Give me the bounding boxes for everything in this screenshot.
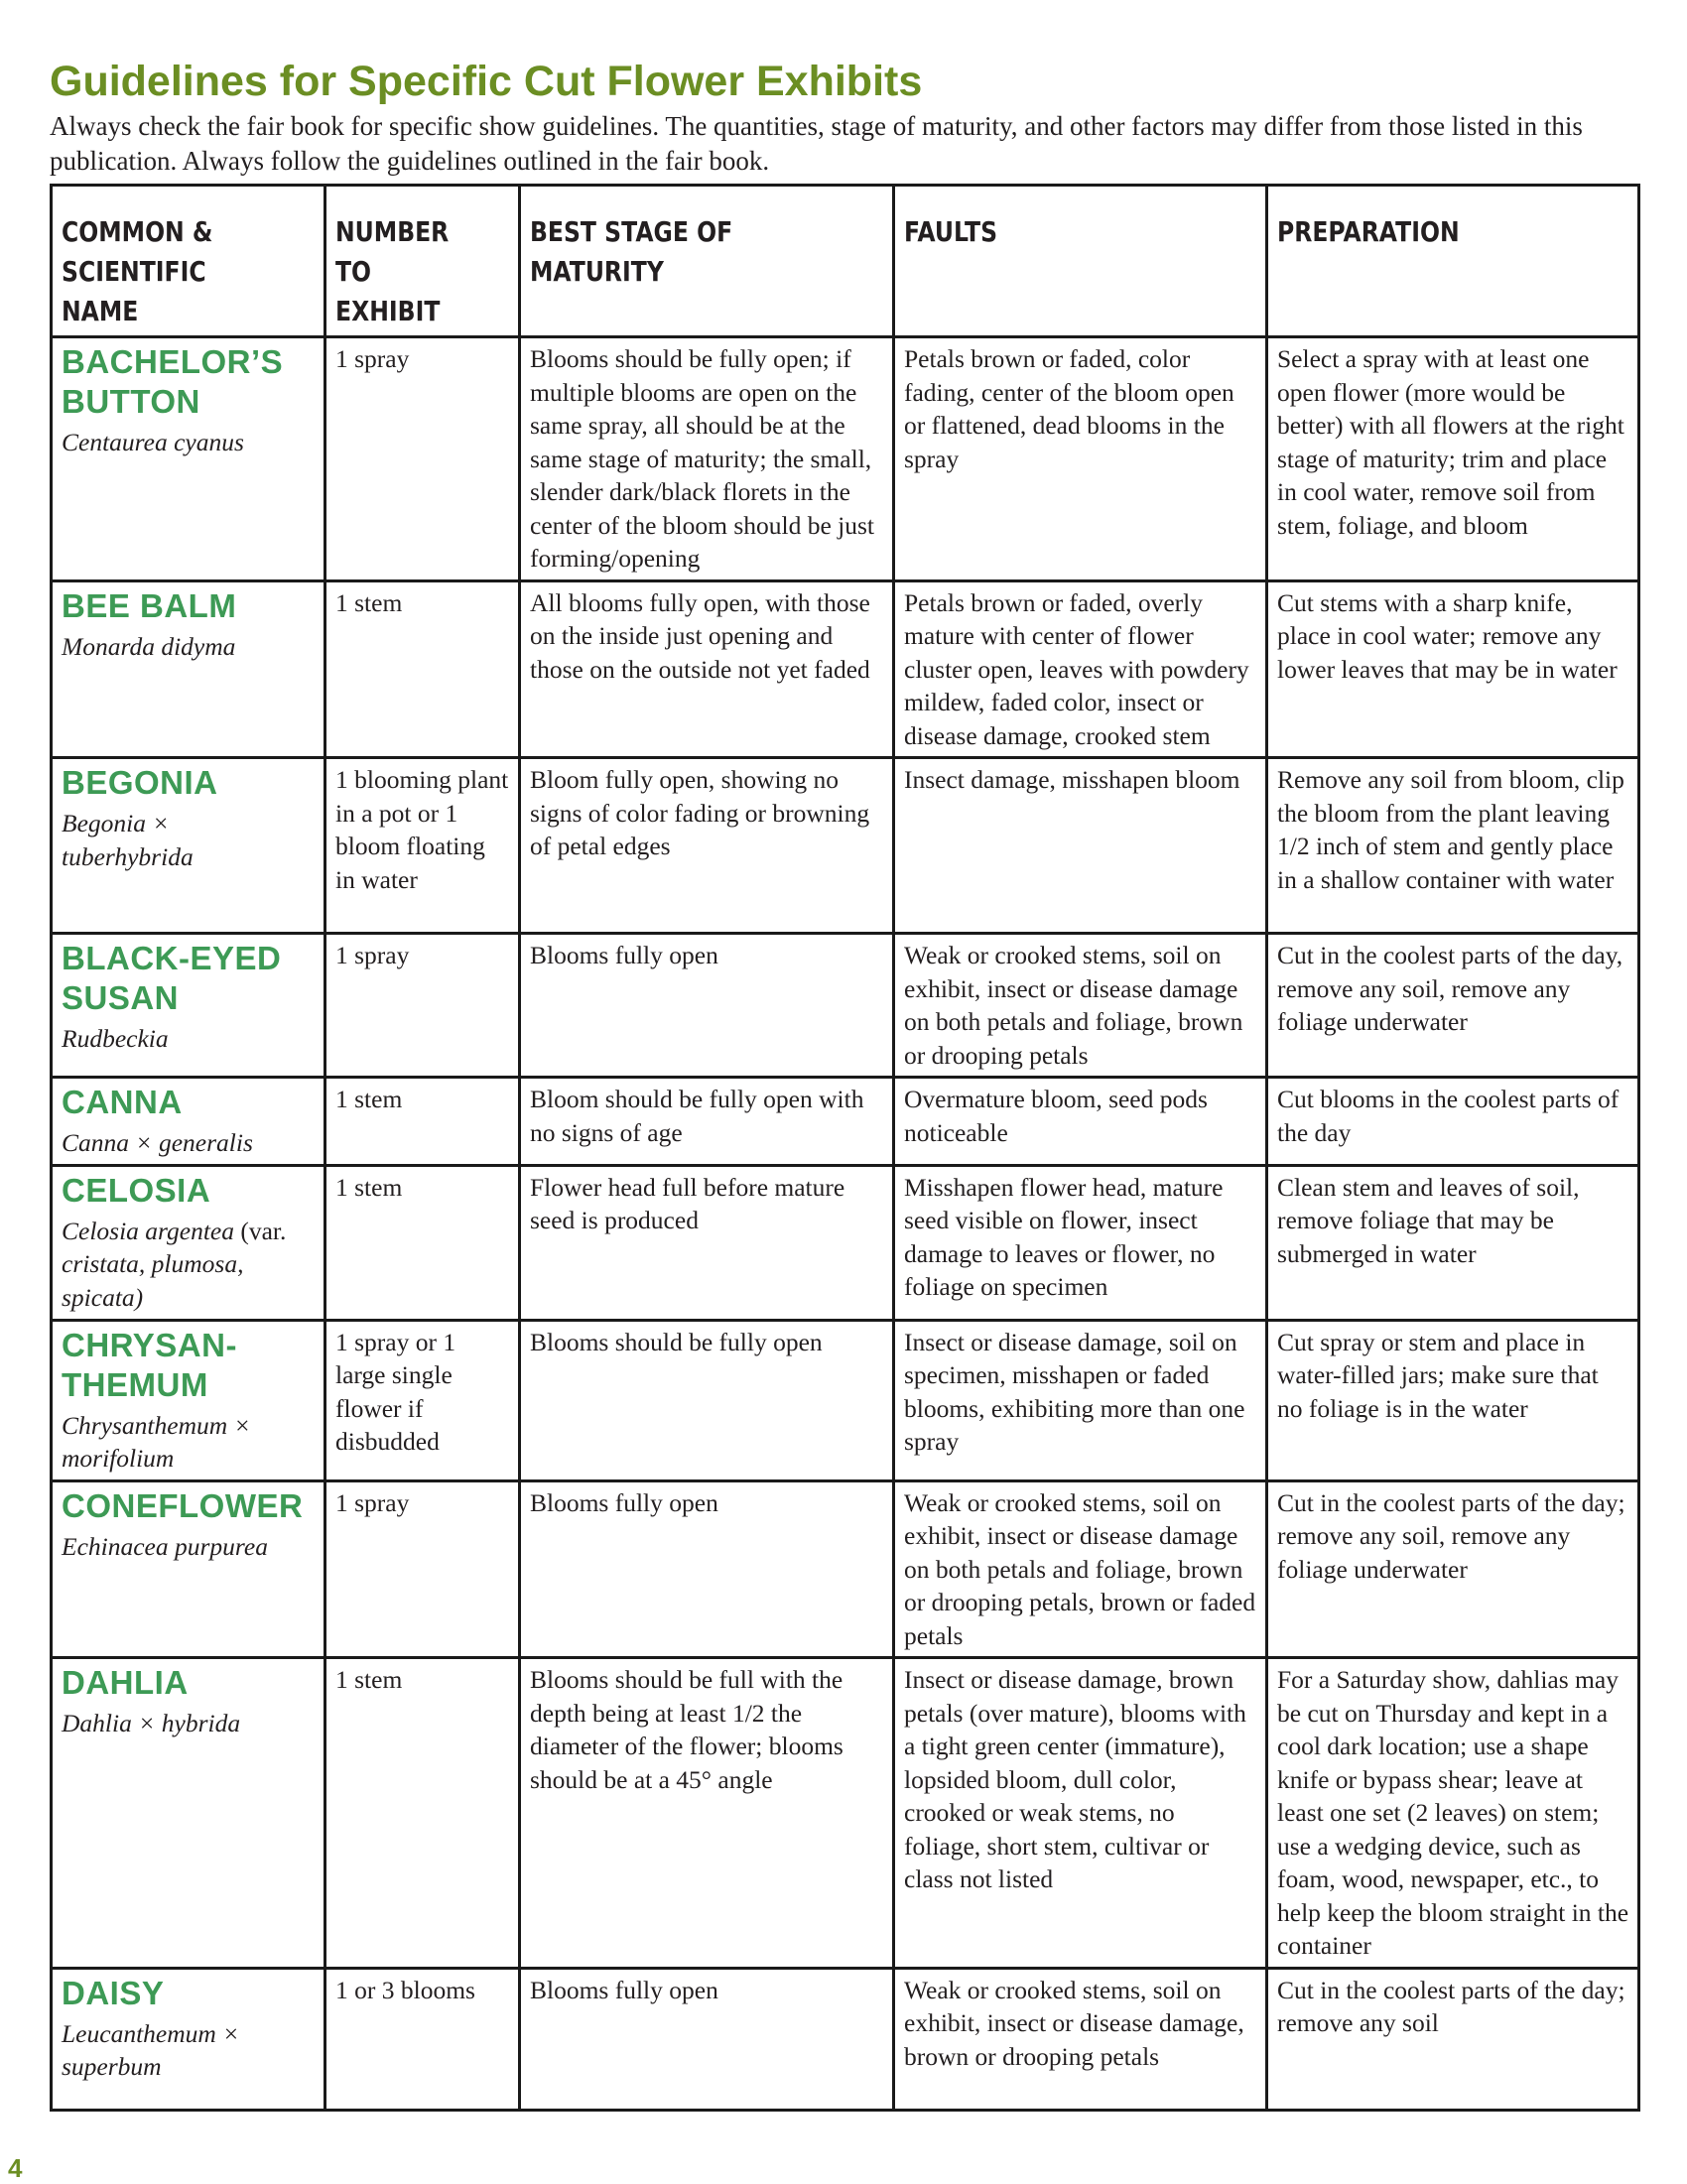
faults-cell: Petals brown or faded, overly mature with center of flower cluster open, leaves with powdery mildew, faded color, insect or disease damage, crooked stem [894, 580, 1267, 758]
scientific-name-main: Canna × generalis [62, 1128, 253, 1157]
scientific-name [62, 1126, 316, 1160]
stage-cell: Blooms should be fully open; if multiple blooms are open on the same spray, all should be at the same stage of maturity; the small, slender dark/black florets in the center of the bloom should be just forming/opening [520, 337, 894, 581]
preparation-cell: Cut blooms in the coolest parts of the day [1267, 1078, 1639, 1166]
stage-cell: Flower head full before mature seed is produced [520, 1165, 894, 1320]
table-row [52, 580, 1639, 758]
header-name [52, 186, 325, 337]
preparation-cell: For a Saturday show, dahlias may be cut on Thursday and kept in a cool dark location; use a shape knife or bypass shear; leave at least one set (2 leaves) on stem; use a wedging device, such as foam, wood, newspaper, etc., to help keep the bloom straight in the container [1267, 1658, 1639, 1969]
common-name: BEE BALM [62, 586, 237, 624]
faults-cell: Insect or disease damage, soil on specimen, misshapen or faded blooms, exhibiting more than one spray [894, 1320, 1267, 1480]
scientific-name-main: Begonia × tuberhybrida [62, 809, 194, 871]
guidelines-table [50, 184, 1640, 2112]
scientific-name-main: Echinacea purpurea [62, 1531, 268, 1561]
preparation-cell: Cut in the coolest parts of the day, remove any soil, remove any foliage underwater [1267, 934, 1639, 1078]
header-faults-label: FAULTS [904, 215, 998, 248]
number-cell: 1 spray [325, 1480, 520, 1658]
name-cell [52, 1658, 325, 1969]
scientific-name-varieties: cristata, plumosa, spicata) [62, 1249, 244, 1312]
faults-cell: Petals brown or faded, color fading, center of the bloom open or flattened, dead blooms in the spray [894, 337, 1267, 581]
scientific-name-main: Rudbeckia [62, 1024, 169, 1053]
common-name: CHRYSAN- THEMUM [62, 1326, 237, 1403]
table-row [52, 934, 1639, 1078]
faults-cell: Insect or disease damage, brown petals (over mature), blooms with a tight green center (immature), lopsided bloom, dull color, crooked or weak stems, no foliage, short stem, cultivar or class not listed [894, 1658, 1267, 1969]
name-cell [52, 1480, 325, 1658]
name-cell [52, 337, 325, 581]
page-title: Guidelines for Specific Cut Flower Exhibits [50, 58, 923, 105]
scientific-name [62, 1215, 316, 1315]
header-number-label: NUMBER TO EXHIBIT [335, 215, 450, 327]
scientific-name [62, 1707, 316, 1740]
name-cell [52, 1320, 325, 1480]
stage-cell: Blooms should be full with the depth being at least 1/2 the diameter of the flower; blooms should be at a 45° angle [520, 1658, 894, 1969]
faults-cell: Overmature bloom, seed pods noticeable [894, 1078, 1267, 1166]
stage-cell: Blooms fully open [520, 1968, 894, 2110]
header-faults [894, 186, 1267, 337]
number-cell: 1 stem [325, 1658, 520, 1969]
scientific-name [62, 630, 316, 664]
stage-cell: Blooms fully open [520, 934, 894, 1078]
stage-cell: All blooms fully open, with those on the inside just opening and those on the outside not yet faded [520, 580, 894, 758]
faults-cell: Misshapen flower head, mature seed visible on flower, insect damage to leaves or flower, no foliage on specimen [894, 1165, 1267, 1320]
table-row [52, 1320, 1639, 1480]
preparation-cell: Remove any soil from bloom, clip the bloom from the plant leaving 1/2 inch of stem and gently place in a shallow container with water [1267, 758, 1639, 934]
faults-cell: Insect damage, misshapen bloom [894, 758, 1267, 934]
common-name: BACHELOR’S BUTTON [62, 343, 284, 420]
number-cell: 1 spray [325, 337, 520, 581]
header-name-label: COMMON & SCIENTIFIC NAME [62, 215, 213, 327]
number-cell: 1 stem [325, 1165, 520, 1320]
preparation-cell: Cut spray or stem and place in water-filled jars; make sure that no foliage is in the water [1267, 1320, 1639, 1480]
name-cell [52, 1165, 325, 1320]
name-cell [52, 580, 325, 758]
name-cell [52, 1078, 325, 1166]
scientific-name-main: Centaurea cyanus [62, 428, 244, 456]
number-cell: 1 stem [325, 1078, 520, 1166]
common-name: DAHLIA [62, 1664, 189, 1701]
scientific-name [62, 426, 316, 459]
preparation-cell: Cut stems with a sharp knife, place in cool water; remove any lower leaves that may be in water [1267, 580, 1639, 758]
common-name: CONEFLOWER [62, 1486, 304, 1524]
scientific-name-main: Celosia argentea [62, 1216, 234, 1245]
table-row [52, 337, 1639, 581]
scientific-name [62, 1022, 316, 1056]
header-preparation [1267, 186, 1639, 337]
name-cell [52, 1968, 325, 2110]
table-row [52, 1658, 1639, 1969]
common-name: BLACK-EYED SUSAN [62, 940, 282, 1016]
faults-cell: Weak or crooked stems, soil on exhibit, insect or disease damage on both petals and foliage, brown or drooping petals, brown or faded petals [894, 1480, 1267, 1658]
name-cell [52, 934, 325, 1078]
header-row [52, 186, 1639, 337]
scientific-name-main: Leucanthemum × superbum [62, 2018, 240, 2081]
header-number [325, 186, 520, 337]
scientific-name-main: Monarda didyma [62, 631, 236, 661]
table-row [52, 1480, 1639, 1658]
header-stage [520, 186, 894, 337]
table-row [52, 1078, 1639, 1166]
scientific-name-var: (var. [234, 1216, 287, 1245]
stage-cell: Blooms should be fully open [520, 1320, 894, 1480]
common-name: CANNA [62, 1084, 183, 1120]
number-cell: 1 or 3 blooms [325, 1968, 520, 2110]
scientific-name [62, 1530, 316, 1564]
page-number: 4 [8, 2153, 23, 2183]
preparation-cell: Select a spray with at least one open flower (more would be better) with all flowers at the right stage of maturity; trim and place in cool water, remove soil from stem, foliage, and bloom [1267, 337, 1639, 581]
common-name: CELOSIA [62, 1171, 211, 1209]
scientific-name-main: Chrysanthemum × morifolium [62, 1410, 251, 1473]
header-stage-label: BEST STAGE OF MATURITY [530, 215, 733, 288]
stage-cell: Bloom should be fully open with no signs of age [520, 1078, 894, 1166]
table-row [52, 758, 1639, 934]
name-cell [52, 758, 325, 934]
common-name: DAISY [62, 1974, 165, 2011]
table-row [52, 1165, 1639, 1320]
faults-cell: Weak or crooked stems, soil on exhibit, insect or disease damage on both petals and foliage, brown or drooping petals [894, 934, 1267, 1078]
common-name: BEGONIA [62, 764, 218, 801]
scientific-name [62, 1409, 316, 1476]
preparation-cell: Cut in the coolest parts of the day; remove any soil [1267, 1968, 1639, 2110]
number-cell: 1 spray [325, 934, 520, 1078]
intro-paragraph: Always check the fair book for specific show guidelines. The quantities, stage of maturity, and other factors may differ from those listed in this publication. Always follow the guidelines outlined in the fair book. [50, 111, 1583, 176]
scientific-name [62, 807, 316, 873]
stage-cell: Blooms fully open [520, 1480, 894, 1658]
preparation-cell: Clean stem and leaves of soil, remove foliage that may be submerged in water [1267, 1165, 1639, 1320]
number-cell: 1 blooming plant in a pot or 1 bloom floating in water [325, 758, 520, 934]
header-preparation-label: PREPARATION [1277, 215, 1460, 248]
table-row [52, 1968, 1639, 2110]
number-cell: 1 stem [325, 580, 520, 758]
scientific-name [62, 2017, 316, 2084]
scientific-name-main: Dahlia × hybrida [62, 1709, 241, 1737]
number-cell: 1 spray or 1 large single flower if disbudded [325, 1320, 520, 1480]
stage-cell: Bloom fully open, showing no signs of color fading or browning of petal edges [520, 758, 894, 934]
faults-cell: Weak or crooked stems, soil on exhibit, insect or disease damage, brown or drooping petals [894, 1968, 1267, 2110]
preparation-cell: Cut in the coolest parts of the day; remove any soil, remove any foliage underwater [1267, 1480, 1639, 1658]
